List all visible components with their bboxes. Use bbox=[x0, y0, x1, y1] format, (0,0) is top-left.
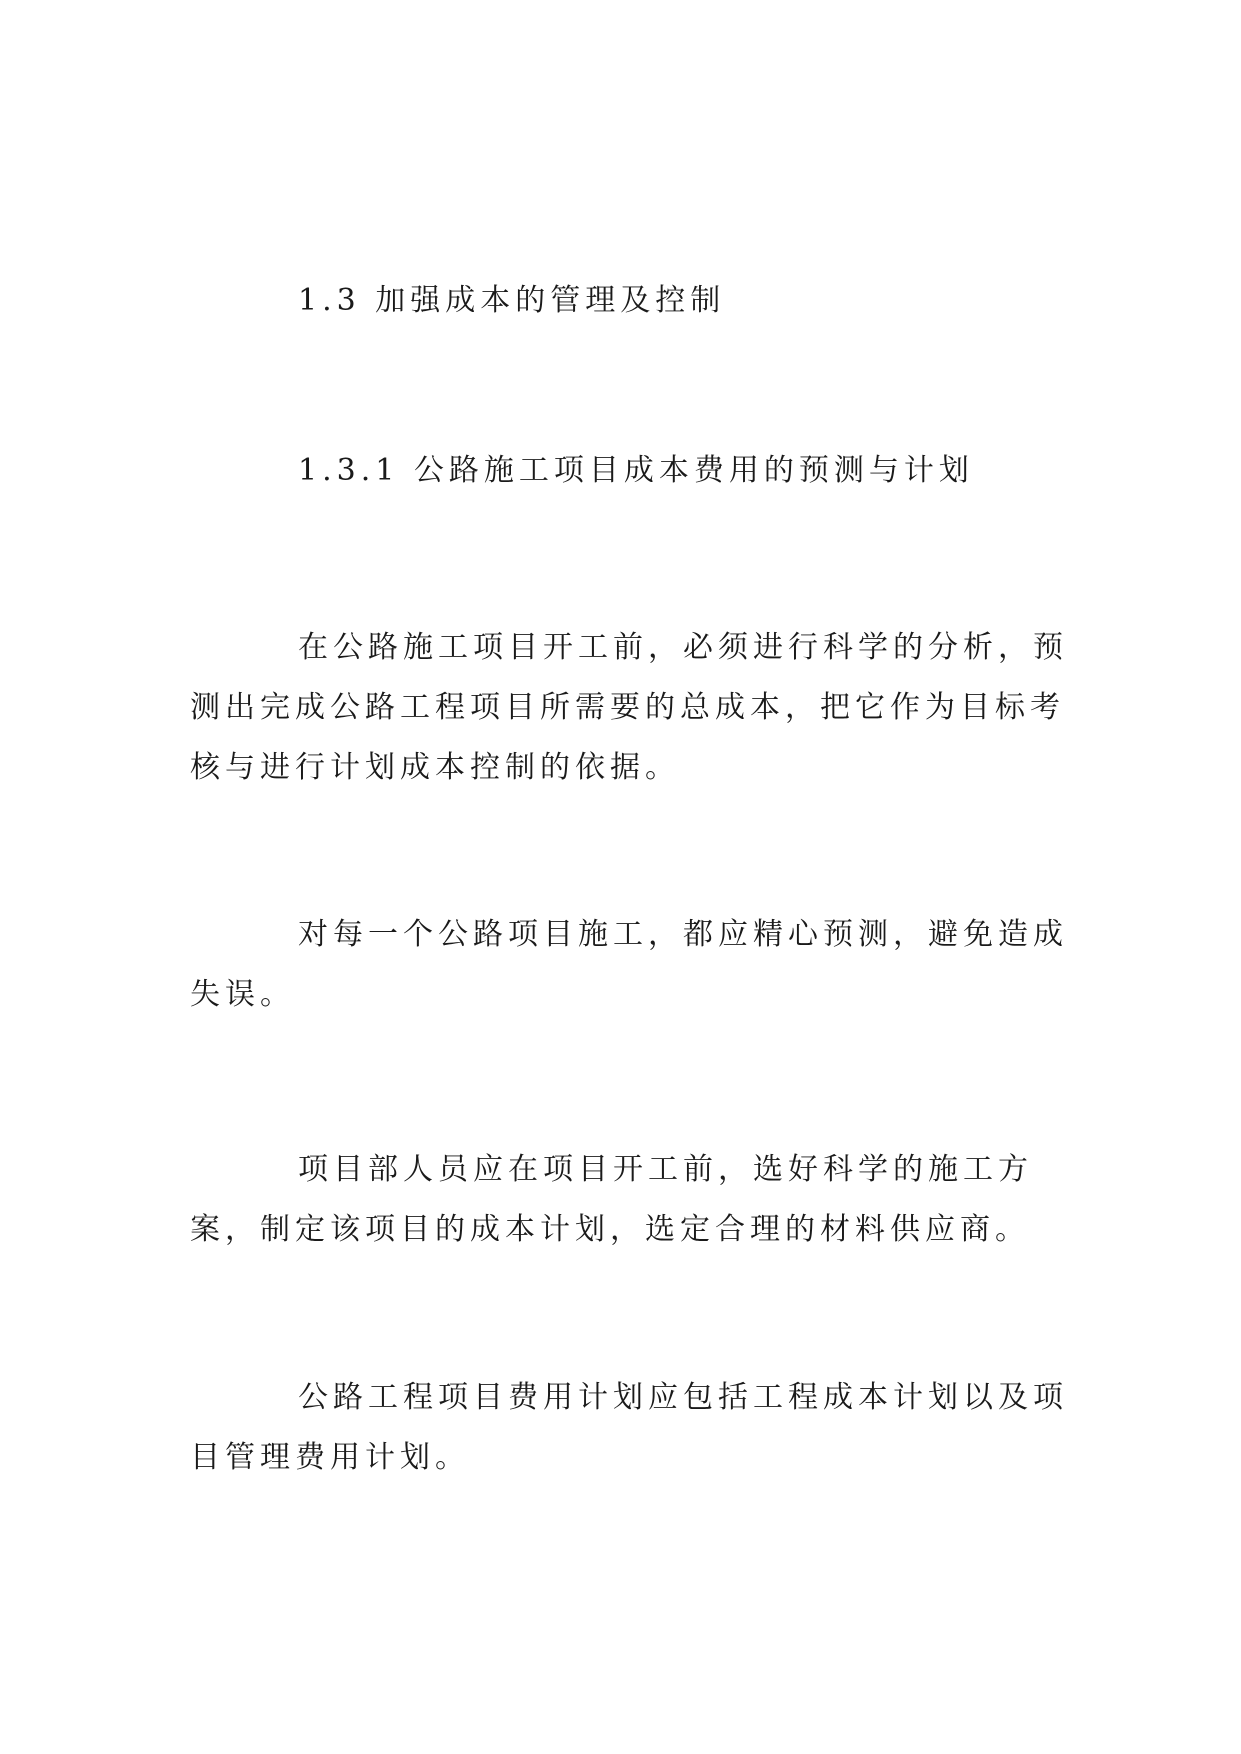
paragraph-4: 公路工程项目费用计划应包括工程成本计划以及项目管理费用计划。 bbox=[190, 1380, 1068, 1475]
paragraph-1: 在公路施工项目开工前，必须进行科学的分析，预测出完成公路工程项目所需要的总成本，把它作为目标考核与进行计划成本控制的依据。 bbox=[190, 630, 1068, 785]
paragraph-3: 项目部人员应在项目开工前，选好科学的施工方案，制定该项目的成本计划，选定合理的材料供应商。 bbox=[190, 1152, 1033, 1247]
section-heading: 1.3 加强成本的管理及控制 bbox=[298, 283, 726, 318]
subsection-heading: 1.3.1 公路施工项目成本费用的预测与计划 bbox=[298, 453, 974, 488]
paragraph-2: 对每一个公路项目施工，都应精心预测，避免造成失误。 bbox=[190, 917, 1068, 1012]
